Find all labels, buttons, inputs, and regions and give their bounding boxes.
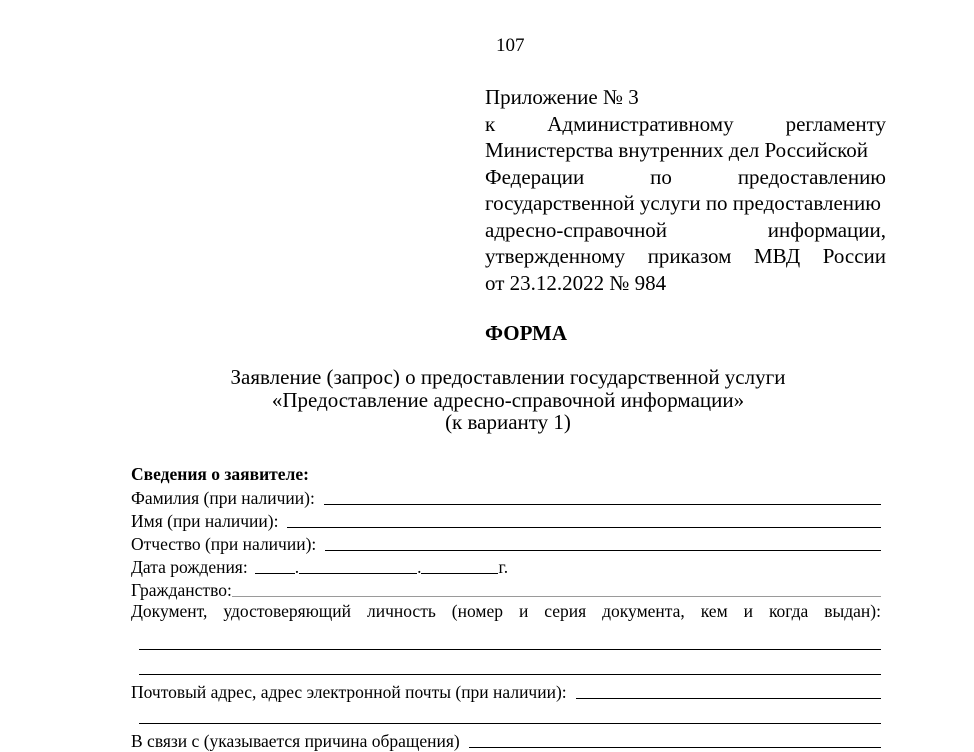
section-heading: Сведения о заявителе: <box>131 464 309 484</box>
applicant-section <box>131 463 881 752</box>
address-field-line-2[interactable] <box>139 703 881 724</box>
title-line-1: Заявление (запрос) о предоставлении государственной услуги <box>230 365 786 389</box>
document-field-line-1[interactable] <box>139 625 881 650</box>
appendix-line: от 23.12.2022 № 984 <box>485 270 667 295</box>
name-row <box>131 509 881 532</box>
document-title <box>130 366 886 434</box>
patronymic-label: Отчество (при наличии): <box>131 534 317 554</box>
appendix-line: государственной услуги по предоставлению <box>485 191 881 215</box>
surname-field[interactable] <box>324 488 881 505</box>
reason-label: В связи с (указывается причина обращения) <box>131 731 460 751</box>
birth-year-field[interactable] <box>421 557 498 574</box>
address-row <box>131 675 881 703</box>
year-suffix: г. <box>498 557 509 577</box>
date-separator: . <box>417 557 422 577</box>
address-label: Почтовый адрес, адрес электронной почты (при наличии): <box>131 682 567 702</box>
page-number: 107 <box>496 35 525 56</box>
citizenship-label: Гражданство: <box>131 580 232 600</box>
name-field[interactable] <box>287 511 881 528</box>
date-separator: . <box>294 557 300 577</box>
form-label: ФОРМА <box>485 321 568 345</box>
document-label: Документ, удостоверяющий личность (номер и серия документа, кем и когда выдан): <box>131 601 881 621</box>
citizenship-field[interactable] <box>232 580 881 597</box>
appendix-line: Федерации по предоставлению <box>485 164 886 189</box>
reason-field[interactable] <box>469 731 881 748</box>
appendix-line: к Административному регламенту <box>485 111 886 136</box>
document-field-line-2[interactable] <box>139 650 881 675</box>
appendix-header <box>485 84 886 296</box>
address-field[interactable] <box>576 682 881 699</box>
patronymic-row <box>131 532 881 555</box>
title-line-2: «Предоставление адресно-справочной информации» <box>271 387 745 412</box>
reason-row <box>131 724 881 752</box>
birth-date-row <box>131 555 881 578</box>
title-line-3: (к варианту 1) <box>445 410 571 434</box>
surname-label: Фамилия (при наличии): <box>131 488 315 508</box>
name-label: Имя (при наличии): <box>131 511 279 531</box>
surname-row <box>131 486 881 509</box>
birth-date-label: Дата рождения: <box>131 557 248 577</box>
appendix-line: адресно-справочной информации, <box>485 217 886 242</box>
patronymic-field[interactable] <box>325 534 881 551</box>
birth-month-field[interactable] <box>299 557 417 574</box>
appendix-line: утвержденному приказом МВД России <box>485 244 886 268</box>
birth-day-field[interactable] <box>255 557 295 574</box>
appendix-line: Министерства внутренних дел Российской <box>485 138 869 162</box>
citizenship-row <box>131 578 881 601</box>
appendix-line: Приложение № 3 <box>485 85 639 109</box>
